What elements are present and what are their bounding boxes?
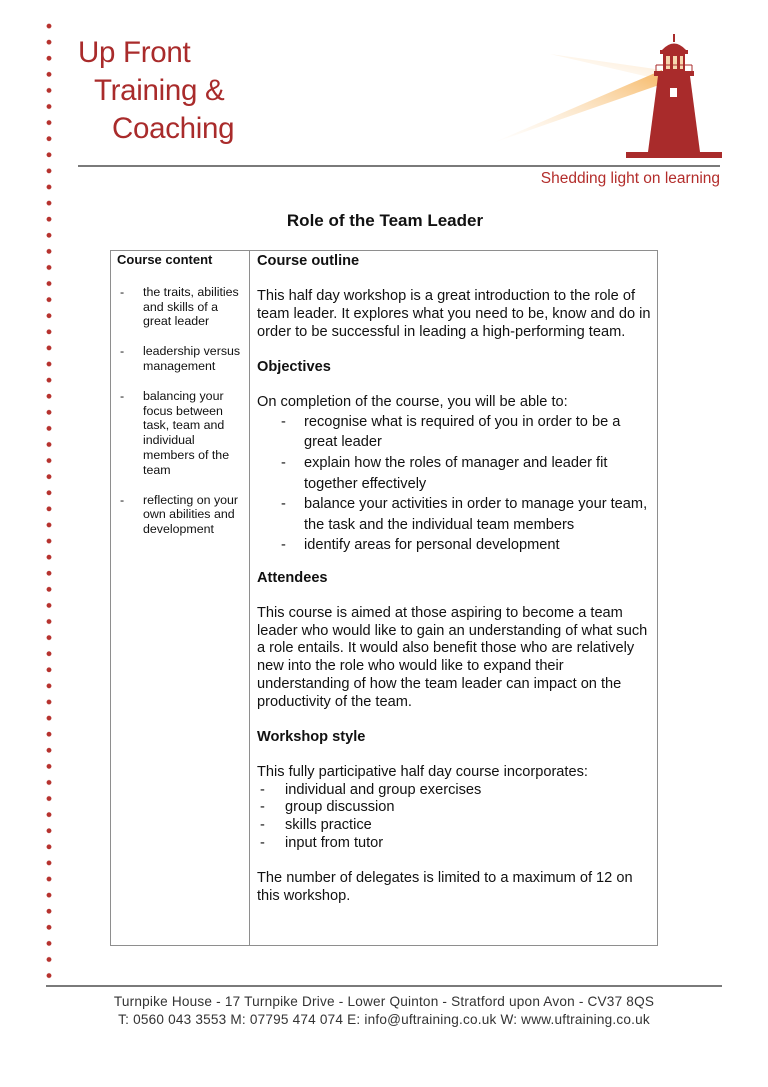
objectives-list xyxy=(257,412,655,556)
workshop-item: individual and group exercises xyxy=(285,781,482,798)
workshop-style-heading: Workshop style xyxy=(257,728,366,745)
tagline: Shedding light on learning xyxy=(540,170,720,187)
company-logo-text xyxy=(78,34,234,148)
course-outline-intro: This half day workshop is a great introduction to the role of team leader. It explores what you need to be, know and do in order to be successful in leading a high-performing team. xyxy=(257,288,651,340)
objective-text: recognise what is required of you in order to be a great leader xyxy=(304,413,621,451)
objectives-heading: Objectives xyxy=(257,358,331,375)
footer xyxy=(0,993,768,1029)
delegates-note: The number of delegates is limited to a maximum of 12 on this workshop. xyxy=(257,870,633,904)
logo-line-1: Up Front xyxy=(78,36,191,69)
objective-text: balance your activities in order to manage your team, the task and the individual team members xyxy=(304,496,648,533)
course-content-heading: Course content xyxy=(117,252,213,267)
list-item: - skills practice xyxy=(260,817,372,834)
footer-address: Turnpike House - 17 Turnpike Drive - Lower Quinton - Stratford upon Avon - CV37 8QS xyxy=(113,994,655,1009)
header-divider xyxy=(78,165,720,167)
course-outline-column xyxy=(257,253,655,923)
attendees-heading: Attendees xyxy=(257,569,328,586)
course-table xyxy=(110,250,658,946)
list-item: - balancing your focus between task, team and individual members of the team xyxy=(117,389,243,478)
objectives-intro: On completion of the course, you will be able to: xyxy=(257,394,568,411)
objective-text: explain how the roles of manager and leader fit together effectively xyxy=(304,454,608,492)
objective-text: identify areas for personal development xyxy=(304,537,560,554)
list-item: - group discussion xyxy=(260,799,395,816)
logo-line-3: Coaching xyxy=(112,112,235,145)
workshop-intro: This fully participative half day course incorporates: xyxy=(257,764,588,780)
list-item: - explain how the roles of manager and leader fit together effectively xyxy=(257,453,655,494)
decorative-dotted-border xyxy=(46,18,52,983)
course-outline-heading: Course outline xyxy=(257,253,360,269)
list-item: - the traits, abilities and skills of a great leader xyxy=(117,285,243,329)
workshop-list xyxy=(257,782,655,853)
list-item: - leadership versus management xyxy=(117,344,243,374)
list-item: - identify areas for personal development xyxy=(257,535,655,556)
course-content-item: leadership versus management xyxy=(143,344,241,373)
course-content-item: balancing your focus between task, team and individual members of the team xyxy=(143,388,230,477)
course-content-item: reflecting on your own abilities and development xyxy=(143,492,239,537)
logo-line-2: Training & xyxy=(94,74,225,107)
list-item: - reflecting on your own abilities and development xyxy=(117,493,243,537)
list-item: - balance your activities in order to manage your team, the task and the individual team members xyxy=(257,494,655,535)
workshop-item: skills practice xyxy=(285,817,372,834)
attendees-text: This course is aimed at those aspiring to become a team leader who would like to gain an understanding of what such a role entails. It would also benefit those who are relatively new into the role who would like to expand their understanding of how the team leader can impact on the productivity of the team. xyxy=(257,605,648,710)
page-title: Role of the Team Leader xyxy=(286,211,484,230)
course-content-item: the traits, abilities and skills of a great leader xyxy=(143,284,239,329)
lighthouse-logo-icon xyxy=(490,34,722,160)
list-item: - recognise what is required of you in order to be a great leader xyxy=(257,412,655,453)
footer-divider xyxy=(46,985,722,987)
workshop-item: group discussion xyxy=(285,799,395,816)
list-item: - input from tutor xyxy=(260,834,384,851)
workshop-item: input from tutor xyxy=(285,834,384,851)
list-item: - individual and group exercises xyxy=(260,781,482,798)
footer-contact: T: 0560 043 3553 M: 07795 474 074 E: info@uftraining.co.uk W: www.uftraining.co.uk xyxy=(118,1012,650,1027)
column-divider xyxy=(249,251,250,945)
course-content-column xyxy=(117,253,243,552)
